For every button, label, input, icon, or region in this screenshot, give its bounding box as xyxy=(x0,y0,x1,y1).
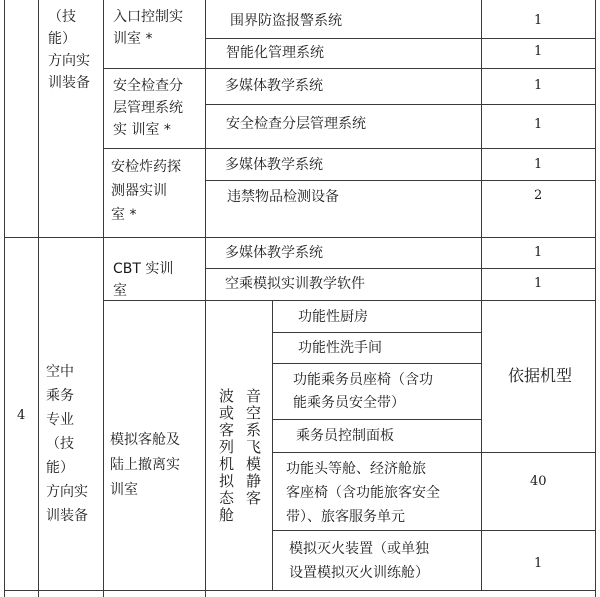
equipment-cell: 围界防盗报警系统 xyxy=(230,13,342,29)
quantity-cell: 40 xyxy=(530,474,547,489)
equipment-cell: 功能乘务员座椅（含功 能乘务员安全带） xyxy=(293,372,433,411)
room-cell: 安检炸药探 测器实训 室 * xyxy=(111,159,181,223)
quantity-cell: 1 xyxy=(534,556,543,571)
equipment-cell: 乘务员控制面板 xyxy=(296,428,394,444)
equipment-cell: 功能性厨房 xyxy=(298,309,368,325)
quantity-cell: 2 xyxy=(534,188,543,203)
room-cell: 安全检查分 层管理系统 实 训室 * xyxy=(113,78,183,138)
quantity-cell: 1 xyxy=(534,44,543,59)
room-cell: 入口控制实 训室 * xyxy=(113,9,183,47)
quantity-cell: 1 xyxy=(534,78,543,93)
quantity-cell: 1 xyxy=(534,245,543,260)
room-cell: CBT 实训 室 xyxy=(113,261,174,299)
equipment-cell: 安全检查分层管理系统 xyxy=(226,116,366,132)
category-cell: 空中 乘务 专业 （技 能） 方向实 训装备 xyxy=(46,364,88,524)
quantity-cell: 1 xyxy=(534,157,543,172)
sub-category-text: 波或客列机拟态舱 xyxy=(217,388,235,524)
row-index-cell: 4 xyxy=(17,408,26,423)
equipment-cell: 多媒体教学系统 xyxy=(225,245,323,261)
room-cell: 模拟客舱及 陆上撤离实 训室 xyxy=(110,432,180,498)
equipment-cell: 空乘模拟实训教学软件 xyxy=(225,276,365,292)
quantity-cell: 1 xyxy=(534,276,543,291)
equipment-cell: 多媒体教学系统 xyxy=(225,78,323,94)
equipment-cell: 功能头等舱、经济舱旅 客座椅（含功能旅客安全 带）、旅客服务单元 xyxy=(286,461,440,525)
equipment-cell: 违禁物品检测设备 xyxy=(227,189,339,205)
quantity-cell: 1 xyxy=(534,13,543,28)
sub-category-text: 音空系飞模静客 xyxy=(244,388,262,507)
equipment-cell: 智能化管理系统 xyxy=(226,45,324,61)
category-cell: （技 能） 方向实 训装备 xyxy=(48,9,90,91)
equipment-cell: 模拟灭火装置（或单独 设置模拟灭火训练舱） xyxy=(289,541,429,581)
quantity-cell: 依据机型 xyxy=(508,366,573,385)
quantity-cell: 1 xyxy=(534,117,543,132)
equipment-cell: 多媒体教学系统 xyxy=(225,157,323,173)
equipment-cell: 功能性洗手间 xyxy=(298,340,382,356)
